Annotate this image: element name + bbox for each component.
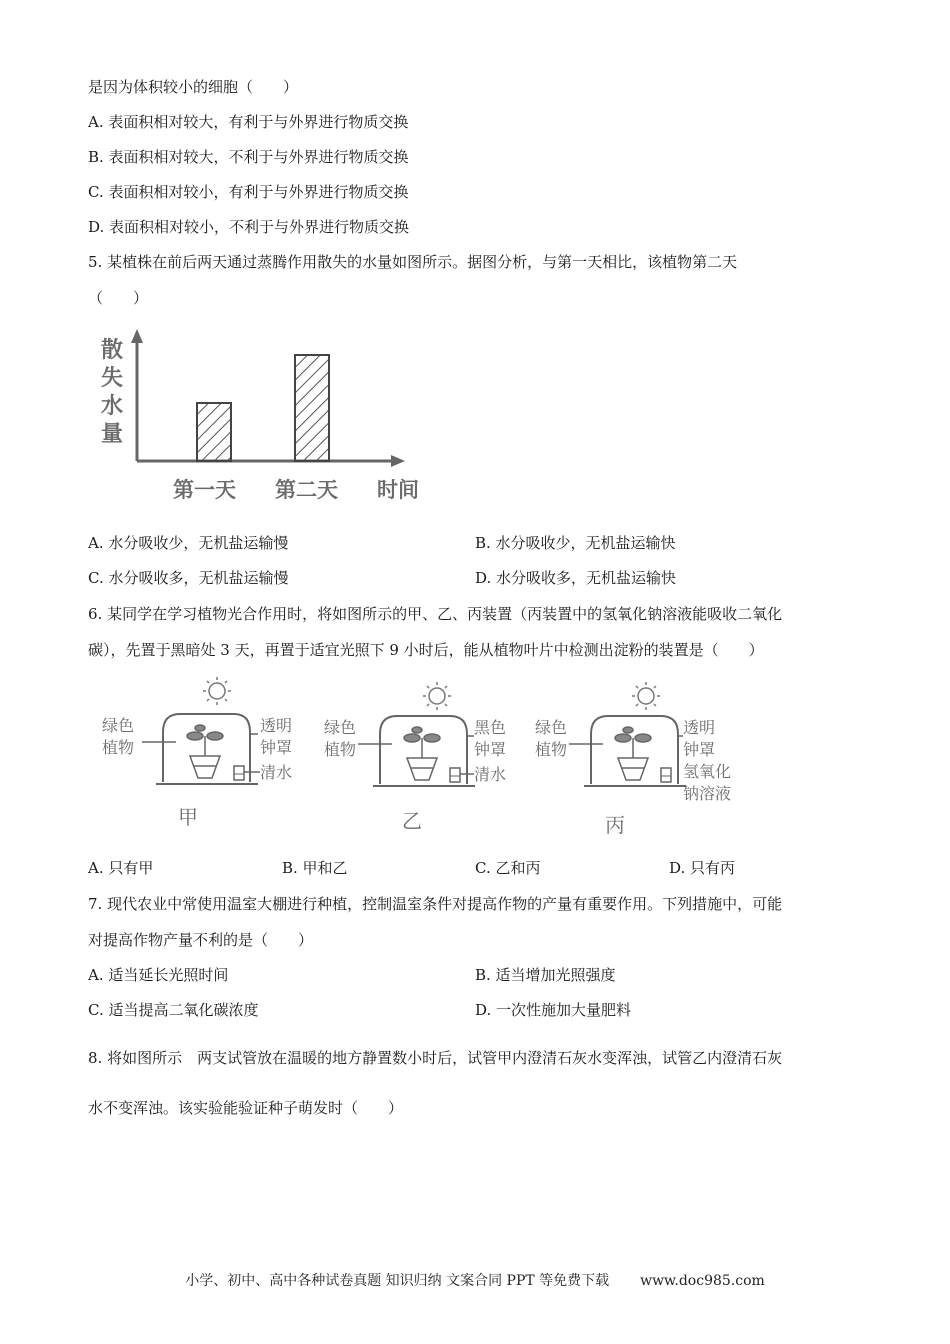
x-axis-arrow-icon xyxy=(391,455,405,467)
jia-right-label-1: 透明 xyxy=(260,716,293,735)
sun-icon xyxy=(423,682,451,710)
jia-left-label-2: 植物 xyxy=(102,738,135,757)
jia-caption: 甲 xyxy=(178,805,198,829)
q4-option-b: B. 表面积相对较大，不利于与外界进行物质交换 xyxy=(88,148,409,166)
plant-icon xyxy=(615,727,651,780)
y-axis-arrow-icon xyxy=(131,329,143,343)
q5-option-c: C. 水分吸收多，无机盐运输慢 xyxy=(88,569,289,587)
q7-option-d: D. 一次性施加大量肥料 xyxy=(475,1001,632,1019)
ylabel-char-3: 水 xyxy=(101,394,124,419)
q8-stem-line-2: 水不变浑浊。该实验能验证种子萌发时（ ） xyxy=(88,1099,404,1117)
xlabel-day-2: 第二天 xyxy=(275,478,338,502)
q5-bar-figure xyxy=(95,325,435,510)
bing-left-label-2: 植物 xyxy=(535,740,568,759)
page-footer xyxy=(0,1270,950,1290)
yi-caption: 乙 xyxy=(402,809,422,833)
q6-option-a: A. 只有甲 xyxy=(88,859,154,877)
apparatus-jia xyxy=(100,674,300,834)
q4-option-a: A. 表面积相对较大，有利于与外界进行物质交换 xyxy=(88,113,409,131)
q6-stem-line-1: 6. 某同学在学习植物光合作用时，将如图所示的甲、乙、丙装置（丙装置中的氢氧化钠溶液能吸收二氧化 xyxy=(88,605,783,623)
footer-link[interactable]: www.doc985.com xyxy=(640,1273,765,1289)
yi-right-label-1: 黑色 xyxy=(474,718,507,737)
yi-liquid-label-1: 清水 xyxy=(474,765,507,784)
q5-option-d: D. 水分吸收多，无机盐运输快 xyxy=(475,569,677,587)
yi-left-label-2: 植物 xyxy=(324,740,357,759)
apparatus-bing xyxy=(533,674,743,839)
q6-stem-line-2: 碳），先置于黑暗处 3 天，再置于适宜光照下 9 小时后，能从植物叶片中检测出淀粉的装置是（ ） xyxy=(88,641,764,659)
q5-stem: 5. 某植株在前后两天通过蒸腾作用散失的水量如图所示。据图分析，与第一天相比，该植物第二天 xyxy=(88,253,738,271)
footer-text: 小学、初中、高中各种试卷真题 知识归纳 文案合同 PPT 等免费下载 xyxy=(185,1273,610,1289)
apparatus-yi xyxy=(322,674,522,834)
ylabel-char-1: 散 xyxy=(101,338,124,363)
bar-day-1 xyxy=(197,403,231,461)
liquid-beaker-icon xyxy=(234,766,244,780)
sun-icon xyxy=(632,682,660,710)
yi-right-label-2: 钟罩 xyxy=(474,740,507,759)
q5-blank: （ ） xyxy=(88,289,149,307)
q6-option-d: D. 只有丙 xyxy=(669,859,736,877)
q6-option-c: C. 乙和丙 xyxy=(475,859,541,877)
jia-left-label-1: 绿色 xyxy=(102,716,135,735)
yi-left-label-1: 绿色 xyxy=(324,718,357,737)
ylabel-char-4: 量 xyxy=(101,422,124,447)
q4-option-d: D. 表面积相对较小，不利于与外界进行物质交换 xyxy=(88,218,410,236)
bing-liquid-label-1: 氢氧化 xyxy=(683,762,732,781)
bing-caption: 丙 xyxy=(605,813,625,837)
liquid-beaker-icon xyxy=(661,768,671,782)
bing-right-label-1: 透明 xyxy=(683,718,716,737)
liquid-beaker-icon xyxy=(450,768,460,782)
q4-stem-tail: 是因为体积较小的细胞（ ） xyxy=(88,78,299,96)
q7-stem-line-1: 7. 现代农业中常使用温室大棚进行种植，控制温室条件对提高作物的产量有重要作用。下列措施中，可能 xyxy=(88,895,783,913)
q4-option-c: C. 表面积相对较小，有利于与外界进行物质交换 xyxy=(88,183,409,201)
q7-stem-line-2: 对提高作物产量不利的是（ ） xyxy=(88,931,314,949)
xlabel-day-1: 第一天 xyxy=(173,478,236,502)
bar-day-2 xyxy=(295,355,329,461)
q7-option-b: B. 适当增加光照强度 xyxy=(475,966,616,984)
jia-liquid-label-1: 清水 xyxy=(260,763,293,782)
sun-icon xyxy=(203,677,231,705)
q7-option-c: C. 适当提高二氧化碳浓度 xyxy=(88,1001,259,1019)
bing-left-label-1: 绿色 xyxy=(535,718,568,737)
plant-icon xyxy=(187,725,223,778)
ylabel-char-2: 失 xyxy=(101,366,124,391)
q7-option-a: A. 适当延长光照时间 xyxy=(88,966,229,984)
q5-option-a: A. 水分吸收少，无机盐运输慢 xyxy=(88,534,289,552)
q6-option-b: B. 甲和乙 xyxy=(282,859,348,877)
q5-option-b: B. 水分吸收少，无机盐运输快 xyxy=(475,534,676,552)
bing-liquid-label-2: 钠溶液 xyxy=(683,784,732,803)
jia-right-label-2: 钟罩 xyxy=(260,738,293,757)
xlabel-time: 时间 xyxy=(377,478,419,502)
q8-stem-line-1: 8. 将如图所示 两支试管放在温暖的地方静置数小时后，试管甲内澄清石灰水变浑浊，试管乙内澄清石灰 xyxy=(88,1049,783,1067)
bing-right-label-2: 钟罩 xyxy=(683,740,716,759)
plant-icon xyxy=(404,727,440,780)
